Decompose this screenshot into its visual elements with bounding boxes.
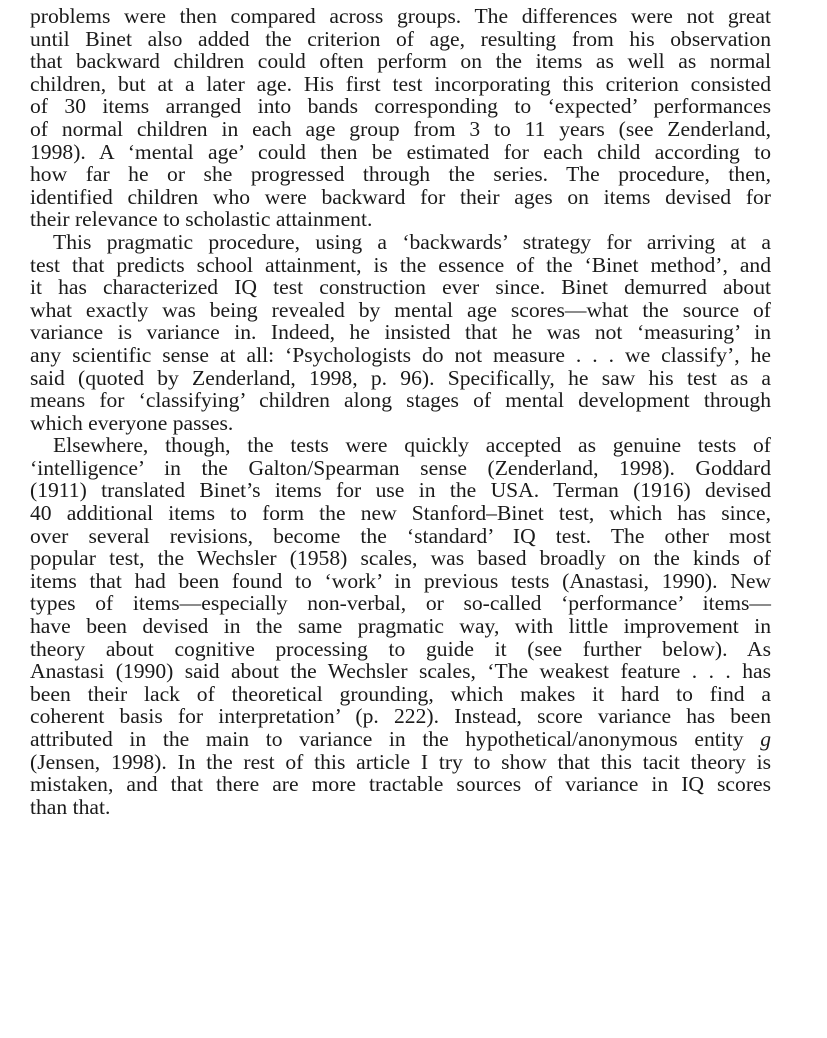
text-line: (1911) translated Binet’s items for use in the USA. Terman (1916) devised — [30, 478, 771, 503]
text-line-with-italic — [30, 728, 771, 751]
text-line: items that had been found to ‘work’ in previous tests (Anastasi, 1990). New — [30, 568, 771, 593]
text-line: that backward children could often perform on the items as well as normal — [30, 49, 771, 74]
italic-variable-g: g — [760, 727, 771, 751]
text-line: mistaken, and that there are more tractable sources of variance in IQ scores — [30, 772, 771, 797]
text-line: children, but at a later age. His first test incorporating this criterion consisted — [30, 71, 771, 96]
paragraph-2 — [30, 231, 771, 434]
text-line: of 30 items arranged into bands corresponding to ‘expected’ performances — [30, 94, 771, 119]
text-line: This pragmatic procedure, using a ‘backwards’ strategy for arriving at a — [53, 229, 771, 254]
text-line: how far he or she progressed through the series. The procedure, then, — [30, 162, 771, 187]
text-line: have been devised in the same pragmatic way, with little improvement in — [30, 614, 771, 639]
text-line: types of items—especially non-verbal, or so-called ‘performance’ items— — [30, 591, 771, 616]
text-line: of normal children in each age group from 3 to 11 years (see Zenderland, — [30, 116, 771, 141]
text-line: means for ‘classifying’ children along stages of mental development through — [30, 388, 771, 413]
text-line: it has characterized IQ test construction ever since. Binet demurred about — [30, 275, 771, 300]
text-line: (Jensen, 1998). In the rest of this article I try to show that this tacit theory is — [30, 749, 771, 774]
text-line: Anastasi (1990) said about the Wechsler scales, ‘The weakest feature . . . has — [30, 659, 771, 684]
paragraph-1 — [30, 5, 771, 231]
text-line: their relevance to scholastic attainment. — [30, 207, 373, 232]
text-line: popular test, the Wechsler (1958) scales, was based broadly on the kinds of — [30, 546, 771, 571]
text-line: test that predicts school attainment, is the essence of the ‘Binet method’, and — [30, 252, 771, 277]
document-page — [30, 5, 771, 818]
text-line: variance is variance in. Indeed, he insisted that he was not ‘measuring’ in — [30, 320, 771, 345]
text-line: been their lack of theoretical grounding, which makes it hard to find a — [30, 681, 771, 706]
text-line: any scientific sense at all: ‘Psychologists do not measure . . . we classify’, he — [30, 342, 771, 367]
text-line: identified children who were backward for their ages on items devised for — [30, 184, 771, 209]
text-line: Elsewhere, though, the tests were quickly accepted as genuine tests of — [53, 433, 771, 458]
text-line: said (quoted by Zenderland, 1998, p. 96). Specifically, he saw his test as a — [30, 365, 771, 390]
text-line: until Binet also added the criterion of age, resulting from his observation — [30, 26, 771, 51]
text-line: coherent basis for interpretation’ (p. 222). Instead, score variance has been — [30, 704, 771, 729]
text-segment: attributed in the main to variance in the hypothetical/anonymous entity — [30, 727, 744, 751]
text-line: 40 additional items to form the new Stanford–Binet test, which has since, — [30, 501, 771, 526]
text-line: than that. — [30, 794, 111, 819]
text-line: 1998). A ‘mental age’ could then be estimated for each child according to — [30, 139, 771, 164]
paragraph-3 — [30, 434, 771, 818]
text-line: ‘intelligence’ in the Galton/Spearman sense (Zenderland, 1998). Goddard — [30, 455, 771, 480]
text-line: what exactly was being revealed by mental age scores—what the source of — [30, 297, 771, 322]
text-line: problems were then compared across groups. The differences were not great — [30, 4, 771, 28]
text-line: theory about cognitive processing to guide it (see further below). As — [30, 636, 771, 661]
text-line: which everyone passes. — [30, 410, 234, 435]
text-line: over several revisions, become the ‘standard’ IQ test. The other most — [30, 523, 771, 548]
